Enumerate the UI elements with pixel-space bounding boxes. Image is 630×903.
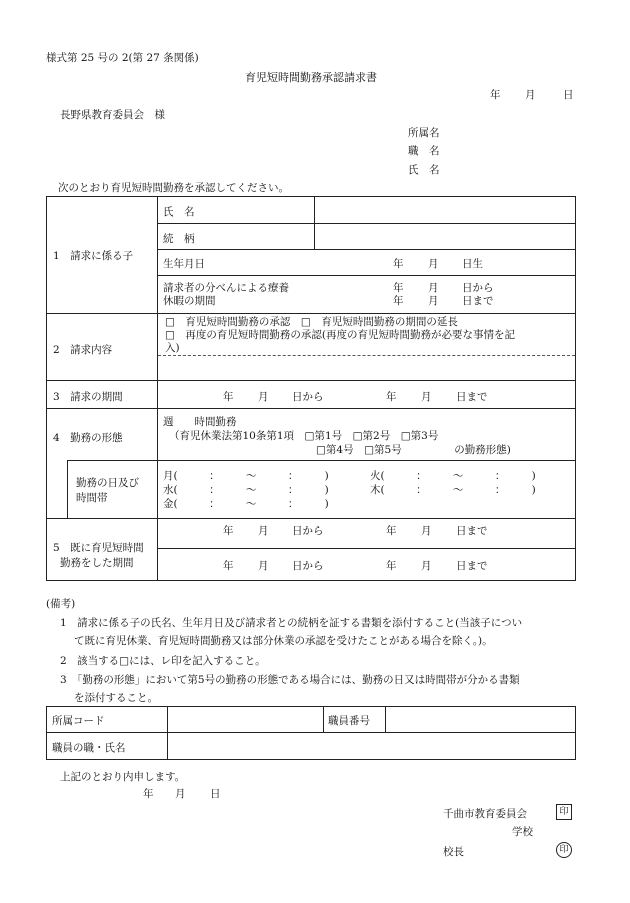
report-text: 上記のとおり内申します。 bbox=[60, 771, 186, 783]
birth-date-label: 生年月日 bbox=[163, 258, 205, 270]
note-3b: を添付すること。 bbox=[74, 692, 158, 704]
school-label: 学校 bbox=[512, 826, 533, 838]
date-year: 年 bbox=[490, 89, 501, 101]
period-to-month: 月 bbox=[421, 391, 432, 403]
past2-to-month: 月 bbox=[421, 560, 432, 572]
friday-hours: 金( ： ～ ： ) bbox=[163, 498, 329, 510]
law-option-line2[interactable]: □第4号 □第5号 の勤務形態) bbox=[316, 444, 511, 456]
past-to-day: 日まで bbox=[456, 525, 488, 537]
section4-label: 4 勤務の形態 bbox=[53, 432, 123, 444]
tuesday-hours: 火( ： ～ ： ) bbox=[370, 470, 536, 482]
leave-to-month: 月 bbox=[428, 295, 439, 307]
leave-period-label-2: 休暇の期間 bbox=[163, 295, 216, 307]
past-from-year: 年 bbox=[223, 525, 234, 537]
leave-to-day: 日まで bbox=[462, 295, 494, 307]
leave-period-label-1: 請求者の分べんによる療養 bbox=[163, 282, 289, 294]
law-option-line1[interactable]: （育児休業法第10条第1項 □第1号 □第2号 □第3号 bbox=[169, 430, 439, 442]
past-to-month: 月 bbox=[421, 525, 432, 537]
past2-to-day: 日まで bbox=[456, 560, 488, 572]
leave-from-day: 日から bbox=[462, 282, 494, 294]
period-to-day: 日まで bbox=[456, 391, 488, 403]
past-from-month: 月 bbox=[258, 525, 269, 537]
board-seal-icon: 印 bbox=[556, 804, 572, 820]
period-from-month: 月 bbox=[258, 391, 269, 403]
request-option-line1[interactable]: □ 育児短時間勤務の承認 □ 育児短時間勤務の期間の延長 bbox=[165, 316, 458, 328]
period-to-year: 年 bbox=[386, 391, 397, 403]
leave-to-year: 年 bbox=[393, 295, 404, 307]
request-option-line3: 入) bbox=[165, 342, 180, 354]
note-1b: て既に育児休業、育児短時間勤務又は部分休業の承認を受けたことがある場合を除く。)。 bbox=[74, 635, 493, 647]
form-number: 様式第 25 号の 2(第 27 条関係) bbox=[46, 52, 199, 64]
footer-month: 月 bbox=[175, 788, 186, 800]
birth-day: 日生 bbox=[462, 258, 483, 270]
monday-hours: 月( ： ～ ： ) bbox=[163, 470, 329, 482]
section1-label: 1 請求に係る子 bbox=[53, 250, 134, 262]
section2-label: 2 請求内容 bbox=[53, 344, 113, 356]
wednesday-hours: 水( ： ～ ： ) bbox=[163, 484, 329, 496]
section5-label-1: 5 既に育児短時間 bbox=[53, 542, 144, 554]
principal-seal-icon: 印 bbox=[556, 842, 572, 858]
note-3a: 3 「勤務の形態」において第5号の勤務の形態である場合には、勤務の日又は時間帯が分かる書類 bbox=[60, 674, 520, 686]
period-from-year: 年 bbox=[223, 391, 234, 403]
note-2: 2 該当する□には、レ印を記入すること。 bbox=[60, 655, 266, 667]
footer-year: 年 bbox=[143, 788, 154, 800]
affiliation-label: 所属名 bbox=[408, 127, 440, 139]
section3-label: 3 請求の期間 bbox=[53, 391, 123, 403]
notes-heading: (備考) bbox=[46, 598, 76, 610]
birth-month: 月 bbox=[428, 258, 439, 270]
relation-label: 続 柄 bbox=[163, 233, 195, 245]
work-days-label-2: 時間帯 bbox=[76, 492, 108, 504]
section5-label-2: 勤務をした期間 bbox=[60, 557, 134, 569]
leave-from-year: 年 bbox=[393, 282, 404, 294]
staff-name-label: 職員の職・氏名 bbox=[52, 742, 126, 754]
applicant-name-label: 氏 名 bbox=[408, 164, 440, 176]
past2-from-month: 月 bbox=[258, 560, 269, 572]
date-month: 月 bbox=[525, 89, 536, 101]
past2-from-day: 日から bbox=[292, 560, 324, 572]
birth-year: 年 bbox=[393, 258, 404, 270]
weekly-hours: 週 時間勤務 bbox=[163, 416, 237, 428]
past-to-year: 年 bbox=[386, 525, 397, 537]
board-name: 千曲市教育委員会 bbox=[443, 808, 527, 820]
affiliation-code-label: 所属コード bbox=[52, 715, 105, 727]
addressee: 長野県教育委員会 様 bbox=[60, 109, 165, 121]
request-option-line2[interactable]: □ 再度の育児短時間勤務の承認(再度の育児短時間勤務が必要な事情を記 bbox=[165, 329, 516, 341]
past2-from-year: 年 bbox=[223, 560, 234, 572]
child-name-label: 氏 名 bbox=[163, 206, 195, 218]
document-title: 育児短時間勤務承認請求書 bbox=[245, 71, 377, 84]
job-title-label: 職 名 bbox=[408, 145, 440, 157]
past-from-day: 日から bbox=[292, 525, 324, 537]
principal-label: 校長 bbox=[443, 846, 464, 858]
thursday-hours: 木( ： ～ ： ) bbox=[370, 484, 536, 496]
staff-number-label: 職員番号 bbox=[328, 715, 370, 727]
leave-from-month: 月 bbox=[428, 282, 439, 294]
work-days-label-1: 勤務の日及び bbox=[76, 477, 139, 489]
intro-text: 次のとおり育児短時間勤務を承認してください。 bbox=[58, 182, 289, 194]
note-1a: 1 請求に係る子の氏名、生年月日及び請求者との続柄を証する書類を添付すること(当該子につい bbox=[60, 617, 523, 629]
period-from-day: 日から bbox=[292, 391, 324, 403]
past2-to-year: 年 bbox=[386, 560, 397, 572]
date-day: 日 bbox=[563, 89, 574, 101]
footer-day: 日 bbox=[210, 788, 221, 800]
